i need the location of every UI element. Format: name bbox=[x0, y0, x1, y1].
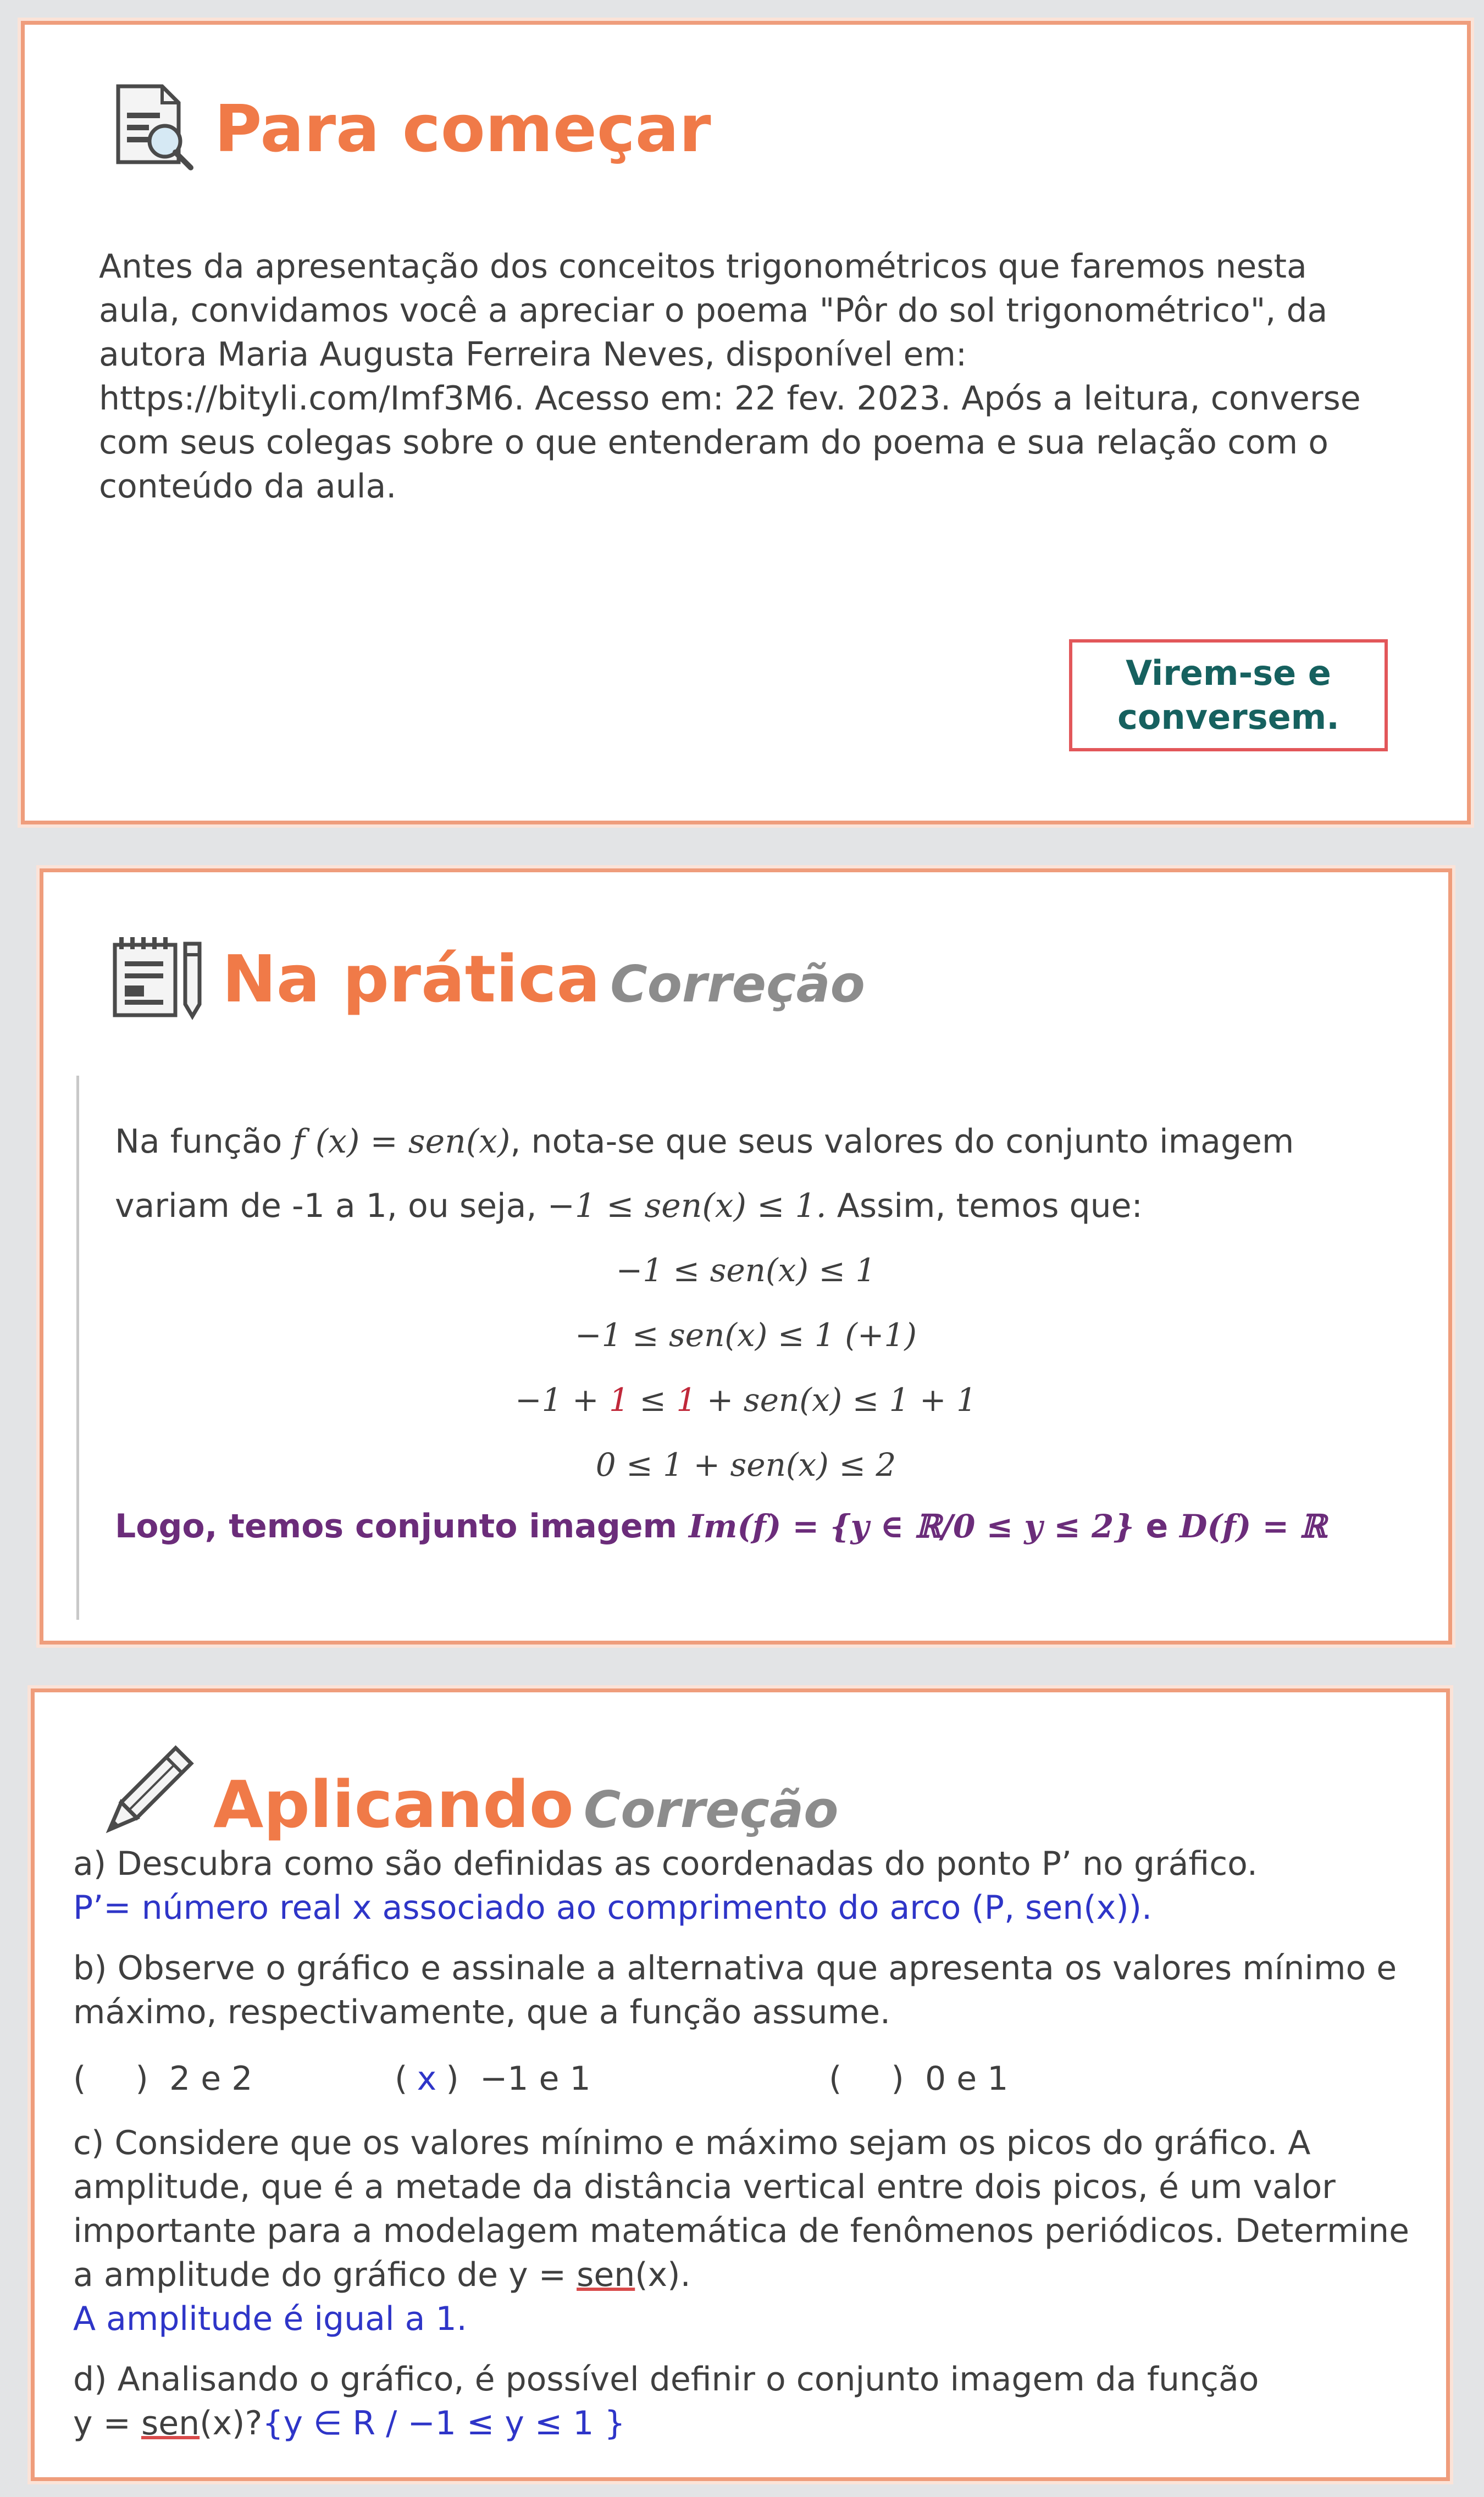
equation-4: 0 ≤ 1 + sen(x) ≤ 2 bbox=[595, 1446, 896, 1483]
question-d-line-1: d) Analisando o gráfico, é possível definir o conjunto imagem da função bbox=[73, 2360, 1259, 2399]
badge-line-2: conversem. bbox=[1117, 697, 1339, 737]
conclusion-line: Logo, temos conjunto imagem Im(f) = {y ∈ ℝ/0 ≤ y ≤ 2} e D(f) = ℝ bbox=[115, 1507, 1327, 1546]
question-a: a) Descubra como são definidas as coordenadas do ponto P’ no gráfico. bbox=[73, 1845, 1258, 1883]
answer-d: {y ∈ R / −1 ≤ y ≤ 1 } bbox=[262, 2404, 625, 2443]
option-1[interactable]: ( ) 2 e 2 bbox=[73, 2059, 253, 2098]
answer-a: P’= número real x associado ao comprimento do arco (P, sen(x)). bbox=[73, 1889, 1153, 1927]
option-3[interactable]: ( ) 0 e 1 bbox=[829, 2059, 1009, 2098]
option-2[interactable]: ( x ) −1 e 1 bbox=[395, 2059, 591, 2098]
title-subtitle: Correção bbox=[583, 1780, 839, 1839]
section-title bbox=[222, 941, 865, 1017]
virem-se-e-conversem-badge bbox=[1069, 639, 1388, 751]
na-pratica-card bbox=[40, 868, 1452, 1645]
section-title: Para começar bbox=[214, 91, 711, 167]
section-title bbox=[213, 1767, 839, 1842]
document-search-icon bbox=[107, 80, 201, 173]
intro-paragraph: Antes da apresentação dos conceitos trigonométricos que faremos nesta aula, convidamos você a apreciar o poema "Pôr do sol trigonométrico", da autora Maria Augusta Ferreira Neves, disponível em: https://bityli.com/Imf3M6. Acesso em: 22 fev. 2023. Após a leitura, converse com seus colegas sobre o que entenderam do poema e sua relação com o conteúdo da aula. bbox=[99, 247, 1361, 506]
answer-c: A amplitude é igual a 1. bbox=[73, 2300, 467, 2338]
equation-2: −1 ≤ sen(x) ≤ 1 (+1) bbox=[575, 1316, 917, 1354]
explanation-line-2: variam de -1 a 1, ou seja, −1 ≤ sen(x) ≤ 1. Assim, temos que: bbox=[115, 1187, 1143, 1225]
equation-1: −1 ≤ sen(x) ≤ 1 bbox=[616, 1252, 876, 1289]
pencil-icon bbox=[95, 1745, 194, 1844]
question-d-line-2: y = sen(x)?{y ∈ R / −1 ≤ y ≤ 1 } bbox=[73, 2404, 625, 2443]
explanation-line-1: Na função f (x) = sen(x), nota-se que seus valores do conjunto imagem bbox=[115, 1122, 1294, 1161]
title-main: Aplicando bbox=[213, 1767, 574, 1842]
badge-line-1: Virem-se e bbox=[1126, 653, 1331, 693]
aplicando-card bbox=[31, 1688, 1450, 2481]
question-c: c) Considere que os valores mínimo e máximo sejam os picos do gráfico. A amplitude, que é a metade da distância vertical entre dois picos, é um valor importante para a modelagem matemática de fenômenos periódicos. Determine a amplitude do gráfico de y = sen(x). bbox=[73, 2124, 1410, 2294]
notepad-pencil-icon bbox=[109, 933, 208, 1021]
title-main: Na prática bbox=[222, 941, 601, 1017]
para-comecar-card bbox=[21, 21, 1471, 824]
equation-3: −1 + 1 ≤ 1 + sen(x) ≤ 1 + 1 bbox=[515, 1381, 977, 1419]
title-subtitle: Correção bbox=[610, 955, 865, 1014]
question-b: b) Observe o gráfico e assinale a alternativa que apresenta os valores mínimo e máximo, respectivamente, que a função assume. bbox=[73, 1949, 1397, 2031]
